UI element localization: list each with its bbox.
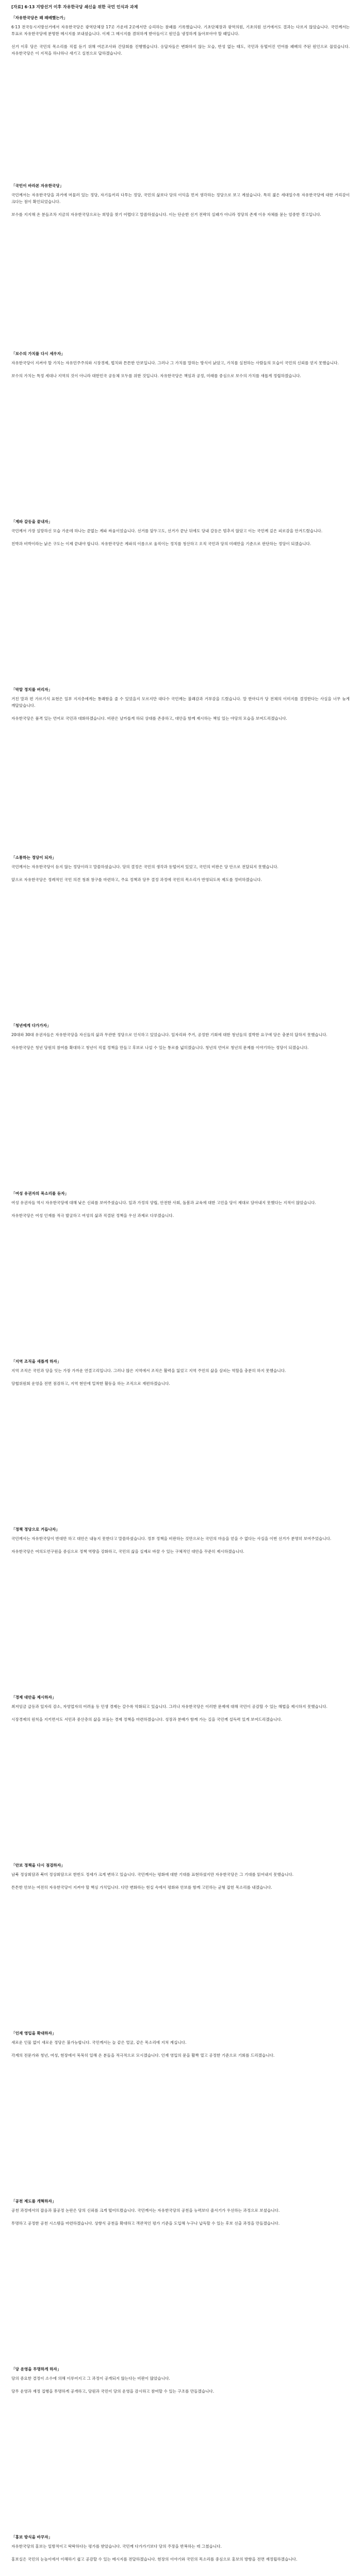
section [11,2366,350,2532]
section-paragraph: 보수의 가치는 특정 세대나 지역의 것이 아니라 대한민국 공동체 모두를 위한 것입니다. 자유한국당은 책임과 공정, 미래를 중심으로 보수의 가치를 새롭게 정립하겠습니다. [11,374,301,379]
section [11,1862,350,2028]
section-paragraph: 선거 이후 당은 국민의 목소리를 직접 듣기 위해 여론조사와 간담회를 진행했습니다. 응답자들은 변화하지 않는 모습, 반성 없는 태도, 국민과 동떨어진 언어를 패배의 주된 원인으로 꼽았습니다. 자유한국당은 이 지적을 하나하나 새기고 실천으로 답하겠습니다. [11,44,350,56]
section [11,2198,350,2364]
section-paragraph: 20대와 30대 유권자들은 자유한국당을 자신들의 삶과 무관한 정당으로 인식하고 있었습니다. 일자리와 주거, 공정한 기회에 대한 청년들의 절박한 요구에 당은 충분히 답하지 못했습니다. [11,1032,327,1038]
section-heading: 「자유한국당은 왜 패배했는가」 [11,15,68,20]
section-heading: 「여성 유권자의 목소리를 듣자」 [11,1191,69,1196]
section-heading: 「국민이 바라본 자유한국당」 [11,183,64,188]
section-heading: 「공천 제도를 개혁하자」 [11,2198,56,2204]
section-paragraph: 남북 정상회담과 북미 정상회담으로 한반도 정세가 크게 변하고 있습니다. 국민께서는 평화에 대한 기대를 표현하셨지만 자유한국당은 그 기대를 읽어내지 못했습니다. [11,1872,294,1877]
section [11,1359,350,1524]
section [11,351,350,517]
section-paragraph: 튼튼한 안보는 여전히 자유한국당이 지켜야 할 핵심 가치입니다. 다만 변화하는 현실 속에서 평화와 안보를 함께 고민하는 균형 잡힌 목소리를 내겠습니다. [11,1885,272,1890]
section-heading: 「막말 정치를 버리자」 [11,687,53,692]
section [11,1527,350,1692]
section-paragraph: 홍보실은 국민의 눈높이에서 이해하기 쉽고 공감할 수 있는 메시지를 전달하겠습니다. 현장의 이야기와 국민의 목소리를 중심으로 홍보의 방향을 전면 재정립하겠습니다. [11,2557,298,2562]
section-paragraph: 거친 말과 편 가르기식 표현은 일부 지지층에게는 통쾌함을 줄 수 있었을지 모르지만 대다수 국민께는 불쾌감과 거부감을 드렸습니다. 말 한마디가 당 전체의 이미지를 결정한다는 사실을 너무 늦게 깨달았습니다. [11,697,350,708]
section-paragraph: 자유한국당은 품격 있는 언어로 국민과 대화하겠습니다. 비판은 날카롭게 하되 상대를 존중하고, 대안을 함께 제시하는 책임 있는 야당의 모습을 보여드리겠습니다. [11,716,287,721]
section [11,183,350,349]
section-paragraph: 앞으로 자유한국당은 정례적인 국민 의견 청취 창구를 마련하고, 주요 정책과 당무 결정 과정에 국민의 목소리가 반영되도록 제도를 정비하겠습니다. [11,877,262,883]
sections-container [11,15,350,2576]
section-heading: 「안보 정책을 다시 점검하자」 [11,1862,65,1868]
section [11,2534,350,2576]
section-paragraph: 시장경제의 원칙을 지키면서도 서민과 중산층의 삶을 보듬는 경제 정책을 마련하겠습니다. 성장과 분배가 함께 가는 길을 국민께 설득력 있게 보여드리겠습니다. [11,1717,283,1722]
section-paragraph: 자유한국당이 지켜야 할 가치는 자유민주주의와 시장경제, 법치와 튼튼한 안보입니다. 그러나 그 가치를 말하는 방식이 낡았고, 가치를 실천하는 사람들의 모습이 국민의 신뢰를 얻지 못했습니다. [11,361,339,366]
section [11,687,350,853]
section [11,2030,350,2196]
section-paragraph: 새로운 인물 없이 새로운 정당은 불가능합니다. 국민께서는 늘 같은 얼굴, 같은 목소리에 지쳐 계십니다. [11,2040,187,2045]
section-heading: 「보수의 가치를 다시 세우자」 [11,351,65,356]
section [11,1023,350,1189]
section-paragraph: 6·13 전국동시지방선거에서 자유한국당은 광역단체장 17곳 가운데 2곳에서만 승리하는 참패를 기록했습니다. 기초단체장과 광역의원, 기초의원 선거에서도 결과는 다르지 않았습니다. 국민께서는 투표로 자유한국당에 분명한 메시지를 보내셨습니다. 이제 그 메시지를 겸허하게 받아들이고 원인을 냉정하게 돌아보아야 할 때입니다. [11,25,350,36]
section-paragraph: 자유한국당은 여성 인재를 적극 발굴하고 여성의 삶과 직결된 정책을 우선 과제로 다루겠습니다. [11,1213,174,1218]
section-heading: 「청년에게 다가가자」 [11,1023,51,1028]
section-heading: 「계파 갈등을 끝내자」 [11,519,53,524]
section-heading: 「지역 조직을 새롭게 하자」 [11,1359,61,1364]
section-heading: 「인재 영입을 확대하자」 [11,2030,56,2036]
section [11,1694,350,1860]
section-paragraph: 자유한국당의 홍보는 일방적이고 딱딱하다는 평가를 받았습니다. 국민께 다가가기보다 당의 주장을 반복하는 데 그쳤습니다. [11,2544,222,2549]
section-heading: 「당 운영을 투명하게 하자」 [11,2366,61,2371]
section-paragraph: 보수를 지지해 온 분들조차 지금의 자유한국당으로는 희망을 찾기 어렵다고 말씀하셨습니다. 이는 단순한 선거 전략의 실패가 아니라 정당의 존재 이유 자체를 묻는 엄중한 경고입니다. [11,212,321,217]
section-paragraph: 친박과 비박이라는 낡은 구도는 이제 끝내야 합니다. 자유한국당은 계파의 이름으로 움직이는 정치를 청산하고 오직 국민과 당의 미래만을 기준으로 판단하는 정당이 되겠습니다. [11,541,311,547]
section-paragraph: 당의 중요한 결정이 소수에 의해 이루어지고 그 과정이 공개되지 않는다는 비판이 많았습니다. [11,2376,170,2381]
section-paragraph: 여성 유권자들 역시 자유한국당에 대해 낮은 신뢰를 보여주셨습니다. 일과 가정의 양립, 안전한 사회, 돌봄과 교육에 대한 고민을 당이 제대로 담아내지 못했다는 지적이 많았습니다. [11,1200,316,1206]
document-title: [자료] 6·13 지방선거 이후 자유한국당 쇄신을 위한 국민 인식과 과제 [11,5,138,9]
section [11,855,350,1021]
section-paragraph: 국민께서 가장 실망하신 모습 가운데 하나는 끝없는 계파 싸움이었습니다. 선거를 앞두고도, 선거가 끝난 뒤에도 당내 갈등은 멈추지 않았고 이는 국민께 깊은 피로감을 안겨드렸습니다. [11,529,323,534]
section-heading: 「소통하는 정당이 되자」 [11,855,56,860]
section-paragraph: 자유한국당은 청년 당원의 참여를 확대하고 청년이 직접 정책을 만들고 후보로 나설 수 있는 통로를 넓히겠습니다. 청년의 언어로 청년의 문제를 이야기하는 정당이 되겠습니다. [11,1045,309,1050]
section-paragraph: 자유한국당은 여의도연구원을 중심으로 정책 역량을 강화하고, 국민의 삶을 실제로 바꿀 수 있는 구체적인 대안을 꾸준히 제시하겠습니다. [11,1549,244,1554]
section-paragraph: 당협위원회 운영을 전면 점검하고, 지역 현안에 밀착한 활동을 하는 조직으로 재편하겠습니다. [11,1381,170,1386]
section-heading: 「정책 정당으로 거듭나자」 [11,1527,60,1532]
section-paragraph: 각계의 전문가와 청년, 여성, 현장에서 묵묵히 일해 온 분들을 적극적으로 모시겠습니다. 인재 영입의 문을 활짝 열고 공정한 기준으로 기회를 드리겠습니다. [11,2053,275,2058]
section-paragraph: 국민께서는 자유한국당을 과거에 머물러 있는 정당, 자기들끼리 다투는 정당, 국민의 삶보다 당의 이익을 먼저 생각하는 정당으로 보고 계셨습니다. 특히 젊은 세대일수록 자유한국당에 대한 거리감이 크다는 점이 확인되었습니다. [11,193,350,204]
section [11,1191,350,1357]
section-paragraph: 최저임금 급등과 일자리 감소, 자영업자의 어려움 등 민생 경제는 갈수록 악화되고 있습니다. 그러나 자유한국당은 이러한 문제에 대해 국민이 공감할 수 있는 해법을 제시하지 못했습니다. [11,1704,327,1709]
section-paragraph: 공천 과정에서의 잡음과 불공정 논란은 당의 신뢰를 크게 떨어뜨렸습니다. 국민께서는 자유한국당의 공천을 능력보다 줄서기가 우선하는 과정으로 보셨습니다. [11,2208,280,2213]
section-paragraph: 지역 조직은 국민과 당을 잇는 가장 가까운 연결고리입니다. 그러나 많은 지역에서 조직은 활력을 잃었고 지역 주민의 삶을 살피는 역할을 충분히 하지 못했습니다. [11,1368,286,1374]
section-paragraph: 당무 운영과 재정 집행을 투명하게 공개하고, 당원과 국민이 당의 운영을 감시하고 참여할 수 있는 구조를 만들겠습니다. [11,2389,215,2394]
section-heading: 「홍보 방식을 바꾸자」 [11,2534,53,2539]
section-paragraph: 국민께서는 자유한국당이 반대만 하고 대안은 내놓지 못한다고 말씀하셨습니다. 정부 정책을 비판하는 것만으로는 국민의 마음을 얻을 수 없다는 사실을 이번 선거가 분명히 보여주었습니다. [11,1536,332,1541]
section [11,15,350,181]
section [11,519,350,685]
section-paragraph: 국민께서는 자유한국당이 듣지 않는 정당이라고 말씀하셨습니다. 당의 결정은 국민의 생각과 동떨어져 있었고, 국민의 비판은 당 안으로 전달되지 못했습니다. [11,865,278,870]
section-paragraph: 투명하고 공정한 공천 시스템을 마련하겠습니다. 상향식 공천을 확대하고 객관적인 평가 기준을 도입해 누구나 납득할 수 있는 후보 선출 과정을 만들겠습니다. [11,2221,280,2226]
section-heading: 「경제 대안을 제시하자」 [11,1694,56,1700]
